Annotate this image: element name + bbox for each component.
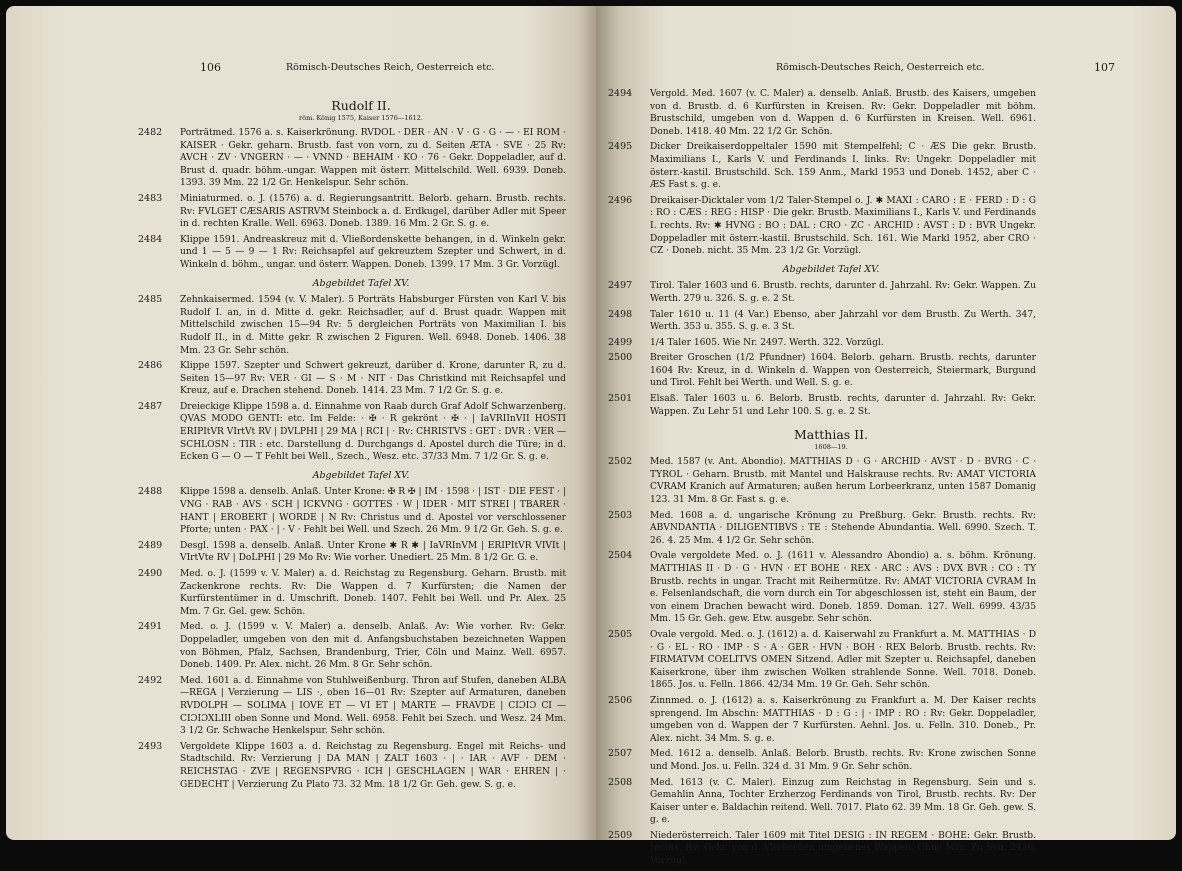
entry-text: Klippe 1591. Andreaskreuz mit d. Vließordenskette behangen, in d. Winkeln gekr. und 1 — 5 — 9 — 1 Rv: Reichsapfel auf gekreuztem Szepter und Schwert, in d. Winkeln d. böhm., ungar. und österr. Wappen. Doneb. 1399. 17 Mm. 3 Gr. Vorzügl. [180,234,566,270]
entry-number: 2498 [608,308,633,320]
entry-text: Vergoldete Klippe 1603 a. d. Reichstag zu Regensburg. Engel mit Reichs- und Stadtschild. Rv: Verzierung | DA MAN | ZALT 1603 · | · IAR · AVF · DEM · REICHSTAG · ZVE | REGENSPVRG · ICH | GESCHLAGEN | WAR · EHREN | · GEDECHT | Verzierung Zu Plato 73. 32 Mm. 18 1/2 Gr. Geh. gew. S. g. e. [180,741,566,790]
catalog-entry [608,308,1036,334]
entry-text: Med. o. J. (1599 v. V. Maler) a. denselb. Anlaß. Av: Wie vorher. Rv: Gekr. Doppeladler, umgeben von den mit d. Anfangsbuchstaben bezeichneten Wappen von Böhmen, Pfalz, Sachsen, Brandenburg, Trier, Cöln und Mainz. Well. 6957. Doneb. 1409. Pr. Alex. nicht. 26 Mm. 8 Gr. Sehr schön. [180,622,566,671]
plate-reference: Abgebildet Tafel XV. [782,263,880,275]
plate-reference: Abgebildet Tafel XV. [312,277,410,289]
entry-text: Med. o. J. (1599 v. V. Maler) a. d. Reichstag zu Regensburg. Geharn. Brustb. mit Zackenkrone rechts. Rv: Die Wappen d. 7 Kurfürsten; die Namen der Kurfürstentümer in d. Umschrift. Doneb. 1407. Fehlt bei Well. und Pr. Alex. 25 Mm. 7 Gr. Gel. gew. Schön. [180,569,566,617]
entry-number: 2492 [138,674,163,686]
entry-text: Klippe 1597. Szepter und Schwert gekreuzt, darüber d. Krone, darunter R, zu d. Seiten 15—97 Rv: VER · GI — S · M · NIT · Das Christkind mit Reichsapfel und Kreuz, auf e. Drachen stehend. Doneb. 1414. 23 Mm. 7 1/2 Gr. S. g. e. [180,361,566,397]
entry-number: 2482 [138,127,163,138]
book-spread [6,6,1176,867]
entry-number: 2500 [608,352,633,364]
entry-number: 2506 [608,694,633,706]
entry-text: Dreikaiser-Dicktaler vom 1/2 Taler-Stempel o. J. ✱ MAXI : CARO : E · FERD : D : G : RO : CÆS : REG : HISP · Die gekr. Brustb. Maximilians I., Karls V. und Ferdinands I. rechts. Rv: ✱ HVNG : BO : DAL : CRO · ZC · ARCHID : AVST : D : BVR Ungekr. Doppeladler mit österr.-kastil. Brustschild. Sch. 161. Wie Markl 1952, aber CRO · CZ · Doneb. nicht. 35 Mm. 23 1/2 Gr. Vorzügl. [650,195,1036,257]
catalog-entry [138,539,566,565]
entry-text: Med. 1601 a. d. Einnahme von Stuhlweißenburg. Thron auf Stufen, daneben ALBA—REGA | Verzierung — LIS ·, oben 16—01 Rv: Szepter auf Armaturen, daneben RVDOLPH — SOLIMA | IOVE ET — VI ET | MARTE — FRAVDE | CIƆIƆ CI — CIƆIƆXLIII oben Sonne und Mond. Well. 6958. Fehlt bei Szech. und Wesz. 24 Mm. 3 1/2 Gr. Schwache Henkelspur. Sehr schön. [180,675,566,737]
section-heading [626,427,1036,452]
catalog-entry [608,628,1036,692]
catalog-entry [608,694,1036,745]
entry-number: 2485 [138,294,163,306]
section-dates: röm. König 1575, Kaiser 1576—1612. [299,114,423,122]
page-number: 107 [1094,61,1115,74]
catalog-entry [138,568,566,618]
entry-text: Ovale vergold. Med. o. J. (1612) a. d. Kaiserwahl zu Frankfurt a. M. MATTHIAS · D · G · EL · RO · IMP · S · A · GER · HVN · BOH · REX Belorb. Brustb. rechts. Rv: FIRMATVM COELITVS OMEN Sitzend. Adler mit Szepter u. Reichsapfel, daneben Kaiserkrone, über ihm zwischen Wolken strahlende Sonne. Well. 7018. Doneb. 1865. Jos. u. Felln. 1866. 42/34 Mm. 19 Gr. Geh. Sehr schön. [650,629,1036,691]
entry-text: Vergold. Med. 1607 (v. C. Maler) a. denselb. Anlaß. Brustb. des Kaisers, umgeben von d. Brustb. d. 6 Kurfürsten in Kreisen. Rv: Gekr. Doppeladler mit böhm. Brustschild, umgeben von d. Wappen d. 6 Kurfürsten in Kreisen. Well. 6961. Doneb. 1418. 40 Mm. 22 1/2 Gr. Schön. [650,89,1036,137]
entry-text: 1/4 Taler 1605. Wie Nr. 2497. Werth. 322. Vorzügl. [650,337,884,348]
catalog-entry [138,674,566,738]
catalog-entry [138,486,566,536]
entry-text: Dreieckige Klippe 1598 a. d. Einnahme von Raab durch Graf Adolf Schwarzenberg. QVAS MODO GENTI: etc. Im Felde: · ✠ · R gekrönt · ✠ · | IaVRIInVII HOSTI ERIPItVR VIrtVt RV | DVLPHI | 29 MA | RCI | · Rv: CHRISTVS : GET : DVR : VER — SCHLOSN : TIR : etc. Darstellung d. Durchgangs d. Apostel durch die Türe; in d. Ecken G — O — T Fehlt bei Well., Szech., Wesz. etc. 37/33 Mm. 7 1/2 Gr. S. g. e. [180,401,566,463]
entry-text: Taler 1610 u. 11 (4 Var.) Ebenso, aber Jahrzahl vor dem Brustb. Zu Werth. 347, Werth. 353 u. 355. S. g. e. 3 St. [650,309,1036,333]
entry-number: 2484 [138,233,163,245]
entry-list [138,127,566,794]
entry-number: 2494 [608,88,633,99]
entry-text: Desgl. 1598 a. denselb. Anlaß. Unter Krone ✱ R ✱ | IaVRInVM | ERIPItVR VIVIt | VIrtVte RV | DoLPHI | 29 Mo Rv: Wie vorher. Unediert. 25 Mm. 8 1/2 Gr. G. e. [180,540,566,564]
entry-number: 2499 [608,336,633,348]
right-page-content [608,88,1036,871]
entry-number: 2489 [138,539,163,551]
entry-number: 2493 [138,740,163,752]
entry-text: Zinnmed. o. J. (1612) a. s. Kaiserkrönung zu Frankfurt a. M. Der Kaiser rechts sprengend. Im Abschn: MATTHIAS · D : G : | · IMP : RO : Rv: Gekr. Doppeladler, umgeben von d. Wappen der 7 Kurfürsten. Aehnl. Jos. u. Felln. 310. Doneb., Pr. Alex. nicht. 34 Mm. S. g. e. [650,695,1036,744]
catalog-entry [138,740,566,791]
entry-number: 2509 [608,829,633,841]
running-head: Römisch-Deutsches Reich, Oesterreich etc. [776,62,985,73]
entry-number: 2486 [138,360,163,372]
section-heading [156,98,566,123]
entry-number: 2491 [138,621,163,633]
catalog-entry [608,829,1036,868]
plate-reference: Abgebildet Tafel XV. [312,469,410,481]
catalog-entry [138,294,566,357]
entry-text: Klippe 1598 a. denselb. Anlaß. Unter Krone: ✠ R ✠ | IM · 1598 · | IST · DIE FEST · | VNG · RAB · AVS · SCH | ICKVNG · GOTTES · W | IDER · MIT STREI | TBARER · HANT | EROBERT | WORDE | N Rv: Christus und d. Apostel vor verschlossener Pforte; unten · PAX · | · V · Fehlt bei Well. und Szech. 26 Mm. 9 1/2 Gr. Geh. S. g. e. [180,487,566,536]
entry-number: 2496 [608,194,633,206]
catalog-entry [138,360,566,398]
entry-number: 2490 [138,568,163,579]
catalog-entry [608,456,1036,506]
catalog-entry [138,621,566,671]
left-page-content [138,98,566,794]
catalog-entry [608,352,1036,390]
catalog-entry [608,141,1036,191]
entry-text: Breiter Groschen (1/2 Pfundner) 1604. Belorb. geharn. Brustb. rechts, darunter 1604 Rv: Kreuz, in d. Winkeln d. Wappen von Oesterreich, Steiermark, Burgund und Tirol. Fehlt bei Werth. und Well. S. g. e. [650,353,1036,389]
catalog-entry [608,194,1036,258]
catalog-entry [608,776,1036,827]
entry-number: 2487 [138,400,163,412]
entry-number: 2502 [608,456,633,468]
section-name: Matthias II. [793,427,869,443]
catalog-entry [608,336,1036,350]
entry-text: Med. 1613 (v. C. Maler). Einzug zum Reichstag in Regensburg. Sein und s. Gemahlin Anna, Tochter Erzherzog Ferdinands von Tirol, Brustb. rechts. Rv: Der Kaiser unter e. Baldachin reitend. Well. 7017. Plato 62. 39 Mm. 18 Gr. Geh. gew. S. g. e. [650,777,1036,826]
entry-text: Ovale vergoldete Med. o. J. (1611 v. Alessandro Abondio) a. s. böhm. Krönung. MATTHIAS II · D · G · HVN · ET BOHE · REX · ARC : AVS : DVX BVR : CO : TY Brustb. rechts in ungar. Tracht mit Reihermütze. Rv: AMAT VICTORIA CVRAM In e. Felsenlandschaft, die vorn durch ein Tor abgeschlossen ist, steht ein Baum, der von einem Drachen bewacht wird. Doneb. 1859. Doman. 127. Well. 6999. 43/35 Mm. 15 Gr. Geh. gew. Etw. ausgebr. Sehr schön. [650,551,1036,625]
entry-text: Med. 1587 (v. Ant. Abondio). MATTHIAS D · G · ARCHID · AVST · D · BVRG · C · TYROL · Geharn. Brustb. mit Mantel und Halskrause rechts. Rv: AMAT VICTORIA CVRAM Kranich auf Armaturen; außen herum Lorbeerkranz, unten 1587 Domanig 123. 31 Mm. 8 Gr. Fast s. g. e. [650,457,1036,506]
catalog-entry [608,748,1036,773]
catalog-entry [608,509,1036,548]
catalog-entry [138,233,566,272]
entry-list [608,88,1036,871]
entry-text: Tirol. Taler 1603 und 6. Brustb. rechts, darunter d. Jahrzahl. Rv: Gekr. Wappen. Zu Werth. 279 u. 326. S. g. e. 2 St. [650,281,1036,304]
catalog-entry [138,400,566,464]
entry-text: Med. 1612 a. denselb. Anlaß. Belorb. Brustb. rechts. Rv: Krone zwischen Sonne und Mond. Jos. u. Felln. 324 d. 31 Mm. 9 Gr. Sehr schön. [650,749,1036,772]
entry-text: Niederösterreich. Taler 1609 mit Titel DESIG : IN REGEM · BOHE: Gekr. Brustb. rechts. Rv: Gekr. von d. Vließorden umgebenes Wappen. Ohne Mzz. Zu Sch. 2436. Vorzügl. [650,830,1036,867]
section-dates: 1608—19. [814,443,848,452]
entry-text: Miniaturmed. o. J. (1576) a. d. Regierungsantritt. Belorb. geharn. Brustb. rechts. Rv: FVLGET CÆSARIS ASTRVM Steinbock a. d. Erdkugel, darüber Adler mit Speer in d. rechten Kralle. Well. 6963. Doneb. 1389. 16 Mm. 2 Gr. S. g. e. [180,193,566,230]
entry-text: Elsaß. Taler 1603 u. 6. Belorb. Brustb. rechts, darunter d. Jahrzahl. Rv: Gekr. Wappen. Zu Lehr 51 und Lehr 100. S. g. e. 2 St. [650,394,1036,417]
entry-number: 2488 [138,486,163,498]
catalog-entry [608,550,1036,626]
entry-number: 2501 [608,393,633,405]
entry-text: Dicker Dreikaiserdoppeltaler 1590 mit Stempelfehl; C · ÆS Die gekr. Brustb. Maximilians I., Karls V. und Ferdinands I. links. Rv: Ungekr. Doppeladler mit österr.-kastil. Brustschild. Sch. 159 Anm., Markl 1953 und Doneb. 1452, aber C · ÆS Fast s. g. e. [650,142,1036,191]
catalog-entry [138,192,566,231]
catalog-entry [138,127,566,190]
entry-text: Porträtmed. 1576 a. s. Kaiserkrönung. RVDOL · DER · AN · V · G · G · — · EI ROM · KAISER · Gekr. geharn. Brustb. fast von vorn, zu d. Seiten ÆTA · SVE · 25 Rv: AVCH · ZV · VNGERN · — · VNND · BEHAIM · KO · 76 · Gekr. Doppeladler, auf d. Brust d. quadr. böhm.-ungar. Wappen mit österr. Mittelschild. Well. 6939. Doneb. 1393. 39 Mm. 22 1/2 Gr. Henkelspur. Sehr schön. [180,128,566,189]
entry-number: 2504 [608,550,633,562]
entry-number: 2505 [608,628,633,640]
page-number: 106 [200,61,221,74]
section-name: Rudolf II. [331,98,391,113]
left-page [6,6,596,840]
catalog-entry [608,280,1036,305]
entry-number: 2483 [138,192,163,204]
entry-text: Med. 1608 a. d. ungarische Krönung zu Preßburg. Gekr. Brustb. rechts. Rv: ABVNDANTIA · DILIGENTIBVS : TE : Stehende Abundantia. Well. 6990. Szech. T. 26. 4. 25 Mm. 4 1/2 Gr. Sehr schön. [650,510,1036,546]
right-page [596,6,1176,867]
entry-number: 2497 [608,280,633,292]
running-head: Römisch-Deutsches Reich, Oesterreich etc. [286,62,495,73]
entry-number: 2503 [608,509,633,521]
entry-number: 2508 [608,776,633,788]
catalog-entry [608,393,1036,418]
catalog-entry [608,88,1036,138]
entry-text: Zehnkaisermed. 1594 (v. V. Maler). 5 Porträts Habsburger Fürsten von Karl V. bis Rudolf I. an, in d. Mitte d. gekr. Reichsadler, auf d. Brust quadr. Wappen mit Mittelschild zwischen 15—94 Rv: 5 dergleichen Porträts von Maximilian I. bis Rudolf II., in d. Mitte gekr. R zwischen 2 Figuren. Well. 6948. Doneb. 1406. 38 Mm. 23 Gr. Sehr schön. [180,295,566,356]
entry-number: 2495 [608,141,633,153]
entry-number: 2507 [608,748,633,760]
